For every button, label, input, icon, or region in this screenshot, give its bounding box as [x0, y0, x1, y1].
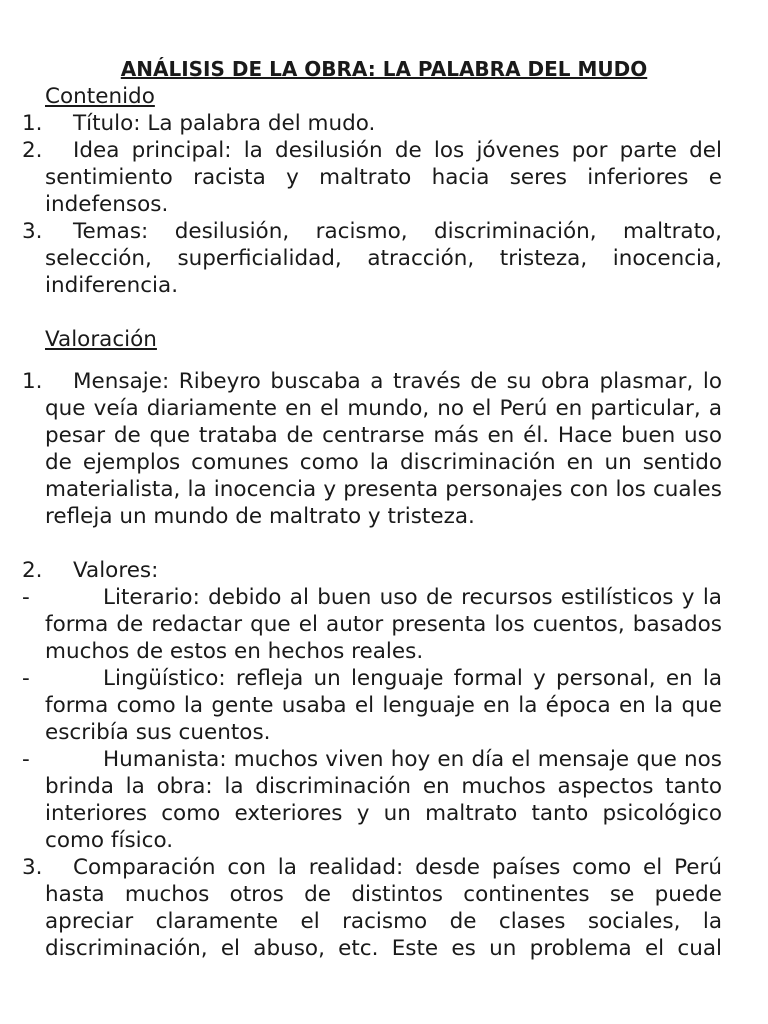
list-item-text: Lingüístico: refleja un lenguaje formal y personal, en la forma como la gente usaba el lenguaje en la época en la que escribía sus cuentos.	[45, 666, 722, 745]
list-item-text: Temas: desilusión, racismo, discriminación, maltrato, selección, superficialidad, atracción, tristeza, inocencia, indiferencia.	[45, 219, 722, 298]
list-marker: 1.	[22, 111, 43, 136]
valoracion-item-comparacion	[22, 854, 722, 962]
list-marker: 2.	[22, 138, 43, 163]
list-item-text: Título: La palabra del mudo.	[73, 111, 376, 136]
valoracion-subitem-literario	[22, 584, 722, 665]
contenido-item-1	[22, 110, 722, 137]
valoracion-subitem-linguistico	[22, 665, 722, 746]
list-marker: 3.	[22, 855, 43, 880]
contenido-item-3	[22, 218, 722, 299]
list-item-text: Valores:	[73, 558, 159, 583]
list-item-text: Mensaje: Ribeyro buscaba a través de su obra plasmar, lo que veía diariamente en el mundo, no el Perú en particular, a pesar de que trataba de centrarse más en él. Hace buen uso de ejemplos comunes como la discriminación en un sentido materialista, la inocencia y presenta personajes con los cuales refleja un mundo de maltrato y tristeza.	[45, 369, 722, 529]
list-item-text: Idea principal: la desilusión de los jóvenes por parte del sentimiento racista y maltrato hacia seres inferiores e indefensos.	[45, 138, 722, 217]
list-marker: 3.	[22, 219, 43, 244]
list-item-text: Humanista: muchos viven hoy en día el mensaje que nos brinda la obra: la discriminación en muchos aspectos tanto interiores como exteriores y un maltrato tanto psicológico como físico.	[45, 747, 722, 853]
list-marker: -	[22, 747, 30, 772]
list-marker: 2.	[22, 558, 43, 583]
contenido-item-2	[22, 137, 722, 218]
list-marker: 1.	[22, 369, 43, 394]
valoracion-item-mensaje	[22, 368, 722, 530]
valoracion-subitem-humanista	[22, 746, 722, 854]
list-item-text: Literario: debido al buen uso de recursos estilísticos y la forma de redactar que el autor presenta los cuentos, basados muchos de estos en hechos reales.	[45, 585, 722, 664]
list-item-text: Comparación con la realidad: desde países como el Perú hasta muchos otros de distintos continentes se puede apreciar claramente el racismo de clases sociales, la discriminación, el abuso, etc. Este es un problema el cual	[45, 855, 722, 961]
valoracion-item-valores	[22, 557, 722, 584]
section-heading-contenido: Contenido	[45, 84, 155, 109]
document-title: ANÁLISIS DE LA OBRA: LA PALABRA DEL MUDO	[120, 57, 648, 81]
section-heading-valoracion: Valoración	[45, 327, 157, 352]
list-marker: -	[22, 585, 30, 610]
list-marker: -	[22, 666, 30, 691]
